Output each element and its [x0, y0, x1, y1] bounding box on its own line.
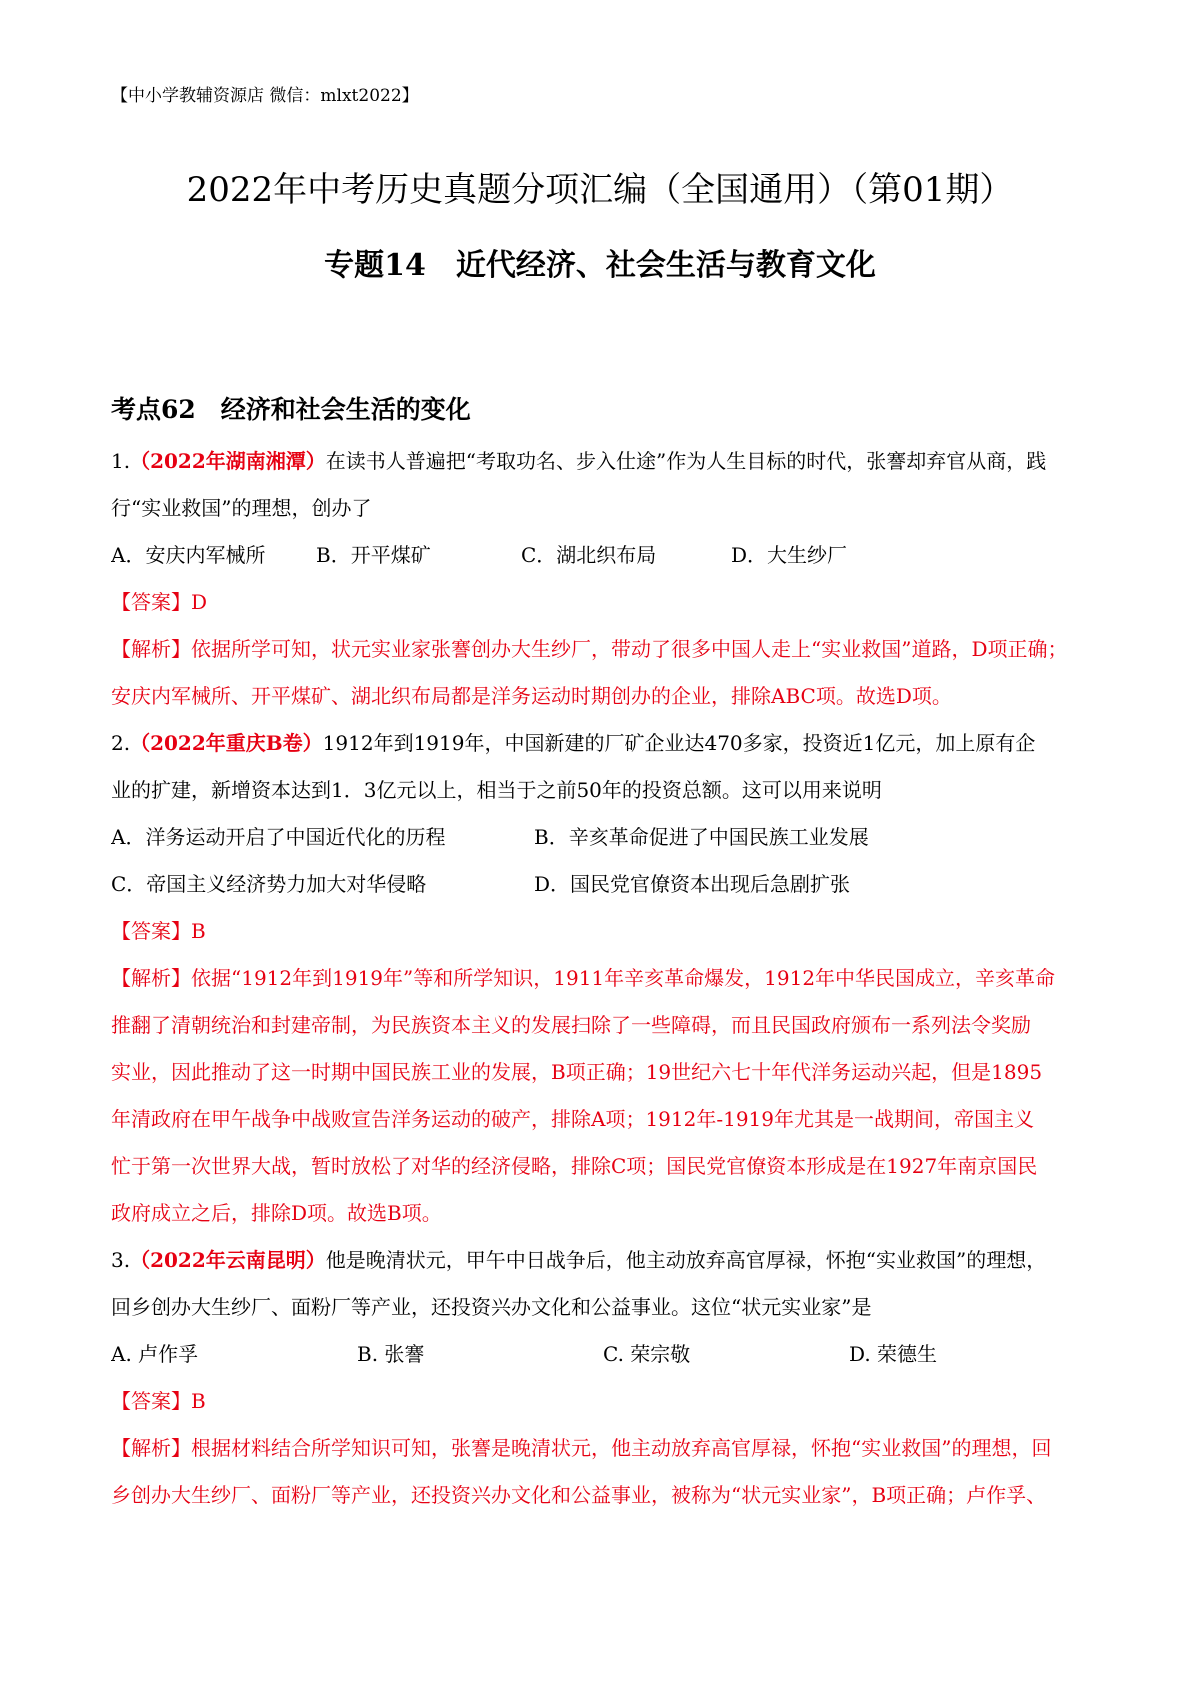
option-a: A. 卢作孚 — [111, 1342, 199, 1366]
question-source: （2022年云南昆明） — [130, 1248, 326, 1272]
header-note: 【中小学教辅资源店 微信：mlxt2022】 — [111, 86, 419, 106]
option-c: C．帝国主义经济势力加大对华侵略 — [111, 872, 427, 896]
question-source: （2022年湖南湘潭） — [130, 449, 326, 473]
analysis-label: 【解析】 — [111, 637, 191, 661]
option-b: B．辛亥革命促进了中国民族工业发展 — [534, 825, 869, 849]
option-a: A．安庆内军械所 — [111, 543, 266, 567]
analysis-text: 根据材料结合所学知识可知，张謇是晚清状元，他主动放弃高官厚禄，怀抱“实业救国”的理想，回 — [191, 1436, 1052, 1460]
question-2 — [111, 720, 1101, 1237]
options-row — [111, 861, 1101, 908]
question-stem-line: 业的扩建，新增资本达到1．3亿元以上，相当于之前50年的投资总额。这可以用来说明 — [111, 778, 882, 802]
answer-label: 【答案】 — [111, 1389, 191, 1413]
question-stem-text: 他是晚清状元，甲午中日战争后，他主动放弃高官厚禄，怀抱“实业救国”的理想， — [325, 1248, 1047, 1272]
answer-value: B — [191, 919, 206, 943]
question-3 — [111, 1237, 1101, 1519]
answer-value: D — [191, 590, 208, 614]
option-b: B．开平煤矿 — [316, 543, 431, 567]
analysis-line: 安庆内军械所、开平煤矿、湖北织布局都是洋务运动时期创办的企业，排除ABC项。故选D项。 — [111, 684, 952, 708]
analysis-line: 实业，因此推动了这一时期中国民族工业的发展，B项正确；19世纪六七十年代洋务运动兴起，但是1895 — [111, 1060, 1043, 1084]
analysis-text: 依据所学可知，状元实业家张謇创办大生纱厂，带动了很多中国人走上“实业救国”道路，D项正确； — [191, 637, 1068, 661]
option-a: A．洋务运动开启了中国近代化的历程 — [111, 825, 446, 849]
question-stem-text: 1912年到1919年，中国新建的厂矿企业达470多家，投资近1亿元，加上原有企 — [322, 731, 1036, 755]
question-stem-line — [111, 1237, 1101, 1284]
question-stem-line — [111, 438, 1101, 485]
question-stem-text: 在读书人普遍把“考取功名、步入仕途”作为人生目标的时代，张謇却弃官从商，践 — [325, 449, 1047, 473]
answer-label: 【答案】 — [111, 919, 191, 943]
question-number: 2. — [111, 731, 131, 755]
analysis-line: 政府成立之后，排除D项。故选B项。 — [111, 1201, 442, 1225]
analysis-text: 依据“1912年到1919年”等和所学知识，1911年辛亥革命爆发，1912年中华民国成立，辛亥革命 — [191, 966, 1056, 990]
answer-line — [111, 1378, 1101, 1425]
option-d: D．大生纱厂 — [731, 543, 848, 567]
question-number: 1. — [111, 449, 131, 473]
option-b: B. 张謇 — [357, 1342, 425, 1366]
section-heading: 考点62 经济和社会生活的变化 — [111, 395, 471, 424]
option-d: D．国民党官僚资本出现后急剧扩张 — [534, 872, 851, 896]
document-title: 2022年中考历史真题分项汇编（全国通用）（第01期） — [186, 170, 1014, 210]
analysis-line: 乡创办大生纱厂、面粉厂等产业，还投资兴办文化和公益事业，被称为“状元实业家”，B项正确；卢作孚、 — [111, 1483, 1047, 1507]
question-source: （2022年重庆B卷） — [130, 731, 323, 755]
content — [111, 390, 1101, 1519]
question-stem-line: 回乡创办大生纱厂、面粉厂等产业，还投资兴办文化和公益事业。这位“状元实业家”是 — [111, 1295, 872, 1319]
options-row — [111, 532, 1101, 579]
question-stem-line — [111, 720, 1101, 767]
question-number: 3. — [111, 1248, 131, 1272]
option-c: C．湖北织布局 — [521, 543, 657, 567]
option-c: C. 荣宗敬 — [603, 1342, 691, 1366]
analysis-label: 【解析】 — [111, 966, 191, 990]
analysis-line: 忙于第一次世界大战，暂时放松了对华的经济侵略，排除C项；国民党官僚资本形成是在1927年南京国民 — [111, 1154, 1038, 1178]
analysis-line — [111, 1425, 1101, 1472]
document-subtitle: 专题14 近代经济、社会生活与教育文化 — [324, 248, 876, 283]
analysis-line — [111, 955, 1101, 1002]
analysis-label: 【解析】 — [111, 1436, 191, 1460]
options-row — [111, 1331, 1101, 1378]
question-stem-line: 行“实业救国”的理想，创办了 — [111, 496, 372, 520]
answer-label: 【答案】 — [111, 590, 191, 614]
analysis-line: 推翻了清朝统治和封建帝制，为民族资本主义的发展扫除了一些障碍，而且民国政府颁布一系列法令奖励 — [111, 1013, 1031, 1037]
answer-line — [111, 579, 1101, 626]
analysis-line: 年清政府在甲午战争中战败宣告洋务运动的破产，排除A项；1912年-1919年尤其是一战期间，帝国主义 — [111, 1107, 1034, 1131]
question-1 — [111, 438, 1101, 720]
answer-value: B — [191, 1389, 206, 1413]
analysis-line — [111, 626, 1101, 673]
answer-line — [111, 908, 1101, 955]
options-row — [111, 814, 1101, 861]
option-d: D. 荣德生 — [849, 1342, 938, 1366]
